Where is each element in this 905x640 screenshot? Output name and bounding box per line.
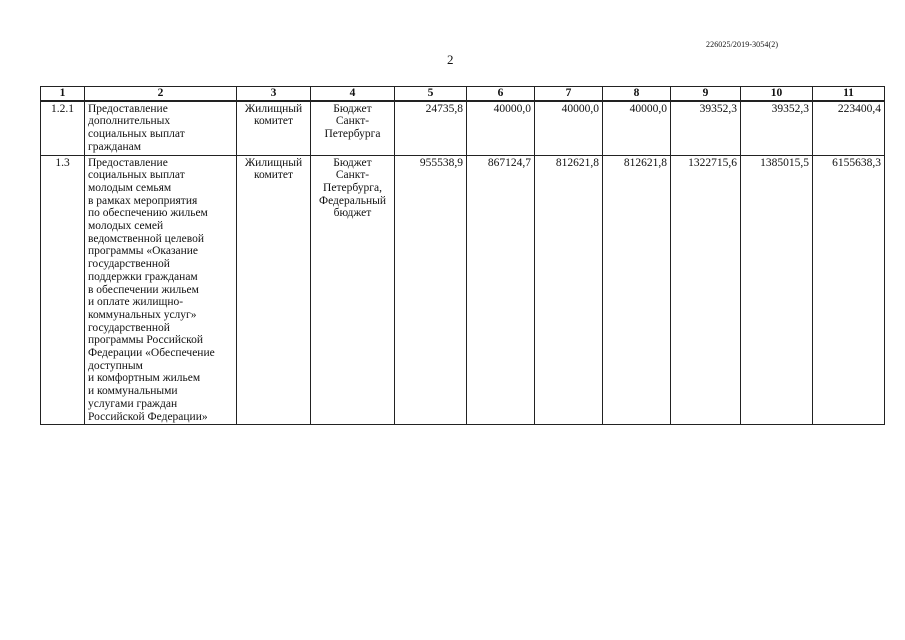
column-header: 2 bbox=[85, 87, 237, 101]
column-header: 3 bbox=[237, 87, 311, 101]
column-header: 8 bbox=[603, 87, 671, 101]
column-header: 7 bbox=[535, 87, 603, 101]
budget-table bbox=[40, 86, 885, 425]
executor: Жилищный комитет bbox=[237, 101, 311, 155]
table-row bbox=[41, 101, 885, 155]
amount-cell: 812621,8 bbox=[535, 155, 603, 425]
column-header: 6 bbox=[467, 87, 535, 101]
amount-cell: 39352,3 bbox=[741, 101, 813, 155]
activity-name: Предоставление дополнительных социальных выплат гражданам bbox=[85, 101, 237, 155]
amount-cell: 955538,9 bbox=[395, 155, 467, 425]
amount-cell: 1385015,5 bbox=[741, 155, 813, 425]
amount-cell: 867124,7 bbox=[467, 155, 535, 425]
row-number: 1.2.1 bbox=[41, 101, 85, 155]
amount-cell: 812621,8 bbox=[603, 155, 671, 425]
amount-cell: 40000,0 bbox=[467, 101, 535, 155]
amount-cell: 40000,0 bbox=[535, 101, 603, 155]
executor: Жилищный комитет bbox=[237, 155, 311, 425]
row-number: 1.3 bbox=[41, 155, 85, 425]
document-registration-number: 226025/2019-3054(2) bbox=[706, 40, 779, 49]
column-header: 11 bbox=[813, 87, 885, 101]
activity-name: Предоставление социальных выплат молодым семьям в рамках мероприятия по обеспечению жильем молодых семей ведомственной целевой программы «Оказание государственной поддержки гражданам в обеспечении жильем и оплате жилищно- коммунальных услуг» государственной программы Российской Федерации «Обеспечение доступным и комфортным жильем и коммунальными услугами граждан Российской Федерации» bbox=[85, 155, 237, 425]
amount-cell: 24735,8 bbox=[395, 101, 467, 155]
amount-cell: 1322715,6 bbox=[671, 155, 741, 425]
funding-source: Бюджет Санкт- Петербурга, Федеральный бюджет bbox=[311, 155, 395, 425]
table-header-row bbox=[41, 87, 885, 101]
amount-cell: 39352,3 bbox=[671, 101, 741, 155]
page-number: 2 bbox=[447, 52, 454, 67]
total-amount-cell: 223400,4 bbox=[813, 101, 885, 155]
column-header: 5 bbox=[395, 87, 467, 101]
amount-cell: 40000,0 bbox=[603, 101, 671, 155]
column-header: 10 bbox=[741, 87, 813, 101]
table-row bbox=[41, 155, 885, 425]
funding-source: Бюджет Санкт- Петербурга bbox=[311, 101, 395, 155]
total-amount-cell: 6155638,3 bbox=[813, 155, 885, 425]
column-header: 4 bbox=[311, 87, 395, 101]
column-header: 1 bbox=[41, 87, 85, 101]
column-header: 9 bbox=[671, 87, 741, 101]
